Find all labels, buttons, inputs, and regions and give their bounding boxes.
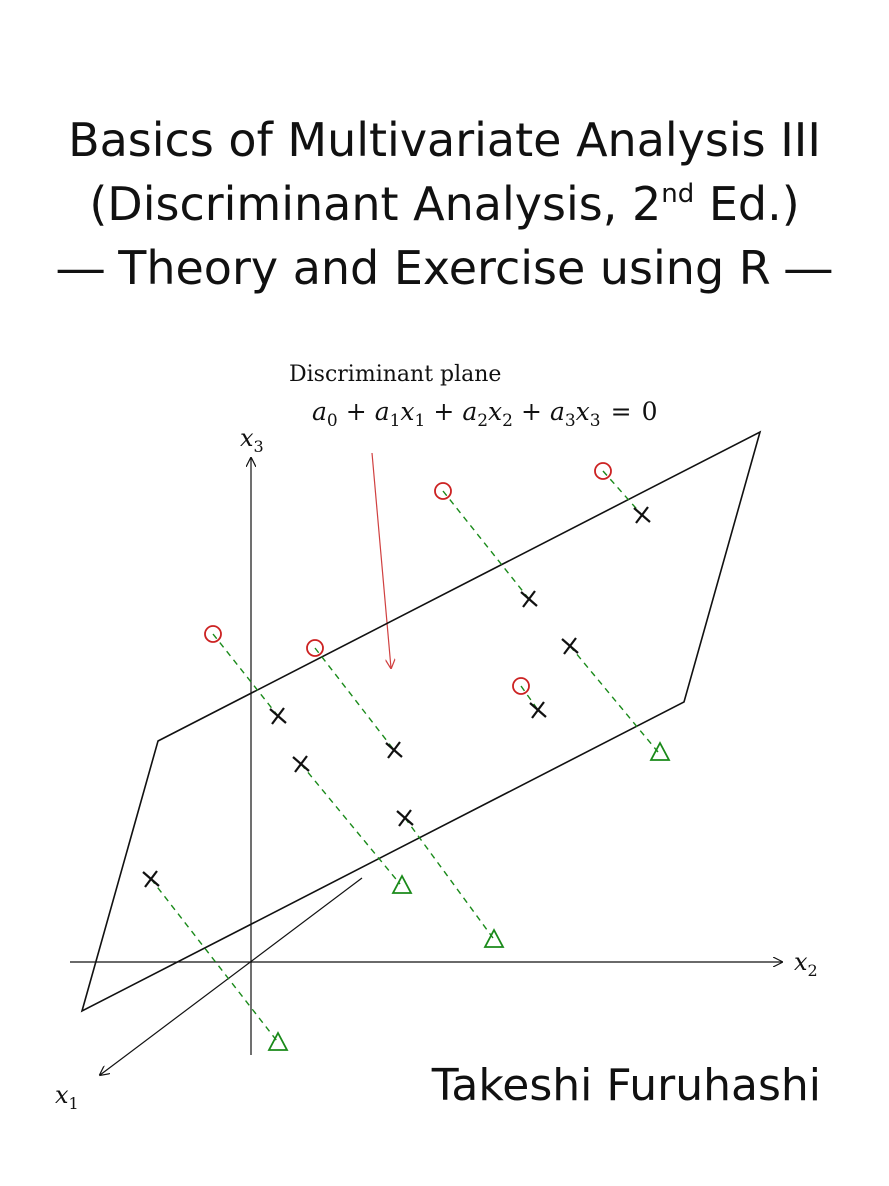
cross-point [270,708,286,724]
projection-lines [151,471,658,1041]
projected-crosses [143,507,650,887]
discriminant-plane [82,432,760,1011]
title-superscript: nd [661,179,695,209]
projection-line [213,634,278,716]
plane-label: Discriminant plane [289,362,502,387]
cross-point [562,638,578,654]
cross-point [397,810,413,826]
cross-point [521,591,537,607]
x2-label: $x_2$ [794,948,818,980]
title-line-2-main: (Discriminant Analysis, 2 [89,177,662,231]
title-line-2-end: Ed.) [694,177,800,231]
triangle-point [485,930,503,947]
x3-label: $x_3$ [240,424,264,456]
cross-point [293,756,309,772]
plane-pointer-arrow [372,453,391,668]
cross-point [530,702,546,718]
projection-line [405,818,493,938]
projection-line [301,764,400,884]
x1-axis [100,878,362,1075]
author-name: Takeshi Furuhashi [431,1060,821,1111]
projection-line [443,491,529,599]
projection-line [570,646,658,752]
title-line-1: Basics of Multivariate Analysis III [68,113,821,167]
projection-line [151,879,277,1041]
green-triangles [269,743,669,1050]
x1-label: $x_1$ [55,1081,79,1113]
plane-equation: $a_0 + a_1x_1 + a_2x_2 + a_3x_3 = 0$ [312,397,658,431]
projection-line [315,648,394,750]
cross-point [143,871,159,887]
title-line-3: ― Theory and Exercise using R ― [57,241,832,295]
cross-point [386,742,402,758]
triangle-point [651,743,669,760]
triangle-point [269,1033,287,1050]
cross-point [634,507,650,523]
red-circles [205,463,611,694]
